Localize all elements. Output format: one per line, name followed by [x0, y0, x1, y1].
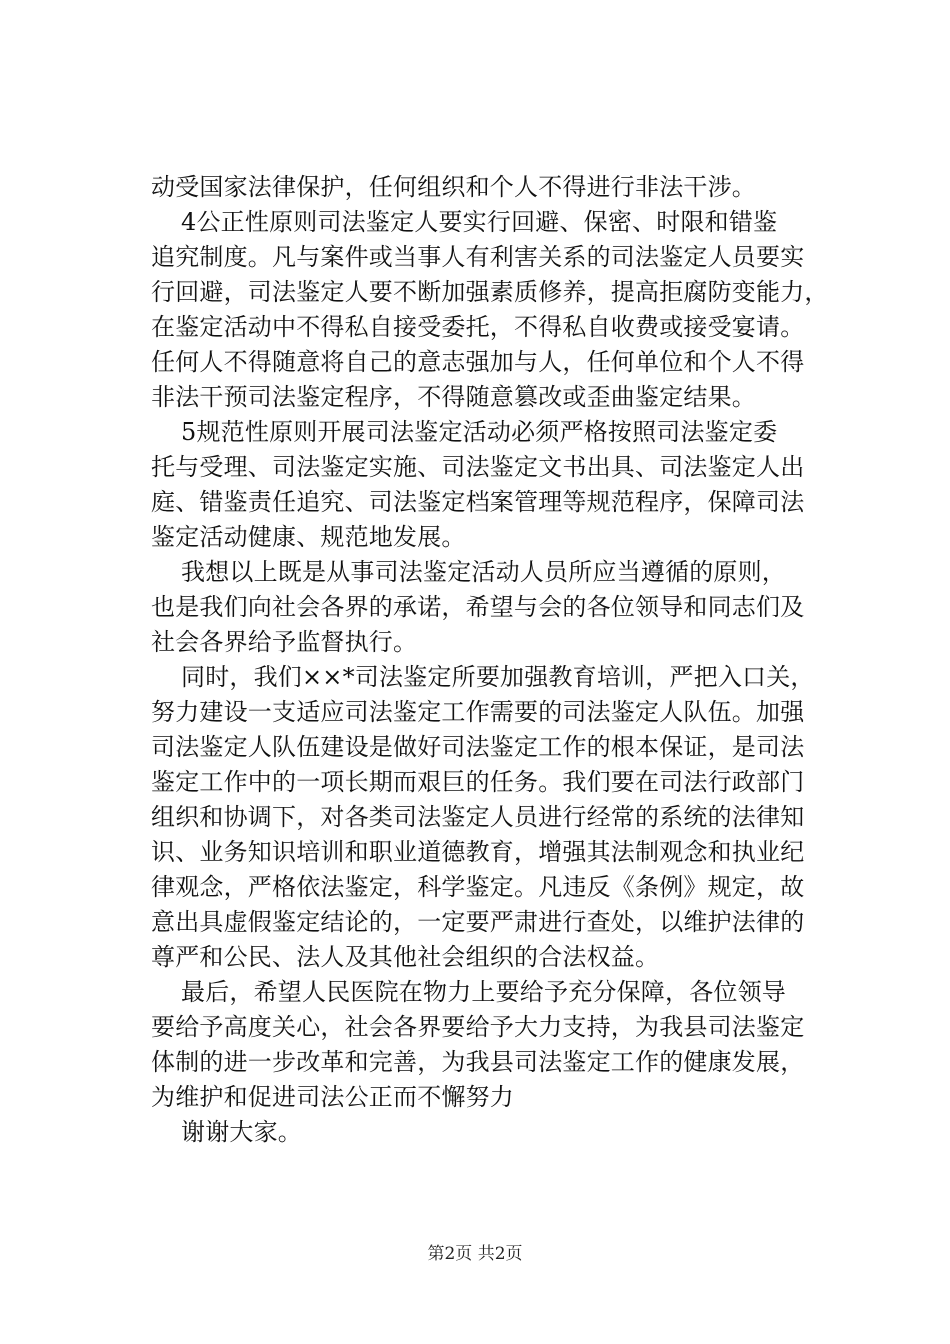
text-line: 任何人不得随意将自己的意志强加与人，任何单位和个人不得 [151, 348, 805, 376]
text-line: 4公正性原则司法鉴定人要实行回避、保密、时限和错鉴 [181, 208, 778, 236]
text-line: 追究制度。凡与案件或当事人有利害关系的司法鉴定人员要实 [151, 243, 805, 271]
text-line: 谢谢大家。 [181, 1118, 302, 1146]
text-line: 为维护和促进司法公正而不懈努力 [151, 1083, 514, 1111]
text-line: 识、业务知识培训和职业道德教育，增强其法制观念和执业纪 [151, 838, 805, 866]
document-body [151, 170, 829, 1150]
text-line: 同时，我们××*司法鉴定所要加强教育培训，严把入口关， [181, 663, 815, 691]
text-line: 意出具虚假鉴定结论的，一定要严肃进行查处，以维护法律的 [151, 908, 805, 936]
text-line: 5规范性原则开展司法鉴定活动必须严格按照司法鉴定委 [181, 418, 778, 446]
text-line: 体制的进一步改革和完善，为我县司法鉴定工作的健康发展， [151, 1048, 805, 1076]
text-line: 非法干预司法鉴定程序，不得随意篡改或歪曲鉴定结果。 [151, 383, 756, 411]
text-line: 庭、错鉴责任追究、司法鉴定档案管理等规范程序，保障司法 [151, 488, 805, 516]
text-line: 在鉴定活动中不得私自接受委托，不得私自收费或接受宴请。 [151, 313, 805, 341]
text-line: 鉴定活动健康、规范地发展。 [151, 523, 466, 551]
text-line: 司法鉴定人队伍建设是做好司法鉴定工作的根本保证，是司法 [151, 733, 805, 761]
text-line: 行回避，司法鉴定人要不断加强素质修养，提高拒腐防变能力， [151, 278, 829, 306]
text-line: 努力建设一支适应司法鉴定工作需要的司法鉴定人队伍。加强 [151, 698, 805, 726]
text-line: 律观念，严格依法鉴定，科学鉴定。凡违反《条例》规定，故 [151, 873, 805, 901]
text-line: 组织和协调下，对各类司法鉴定人员进行经常的系统的法律知 [151, 803, 805, 831]
page-footer: 第2页 共2页 [427, 1244, 523, 1264]
text-line: 社会各界给予监督执行。 [151, 628, 418, 656]
text-line: 要给予高度关心，社会各界要给予大力支持，为我县司法鉴定 [151, 1013, 805, 1041]
text-line: 我想以上既是从事司法鉴定活动人员所应当遵循的原则， [181, 558, 786, 586]
text-line: 鉴定工作中的一项长期而艰巨的任务。我们要在司法行政部门 [151, 768, 805, 796]
text-line: 也是我们向社会各界的承诺，希望与会的各位领导和同志们及 [151, 593, 805, 621]
text-line: 最后，希望人民医院在物力上要给予充分保障，各位领导 [181, 978, 786, 1006]
text-line: 动受国家法律保护，任何组织和个人不得进行非法干涉。 [151, 173, 756, 201]
text-line: 托与受理、司法鉴定实施、司法鉴定文书出具、司法鉴定人出 [151, 453, 805, 481]
text-line: 尊严和公民、法人及其他社会组织的合法权益。 [151, 943, 660, 971]
